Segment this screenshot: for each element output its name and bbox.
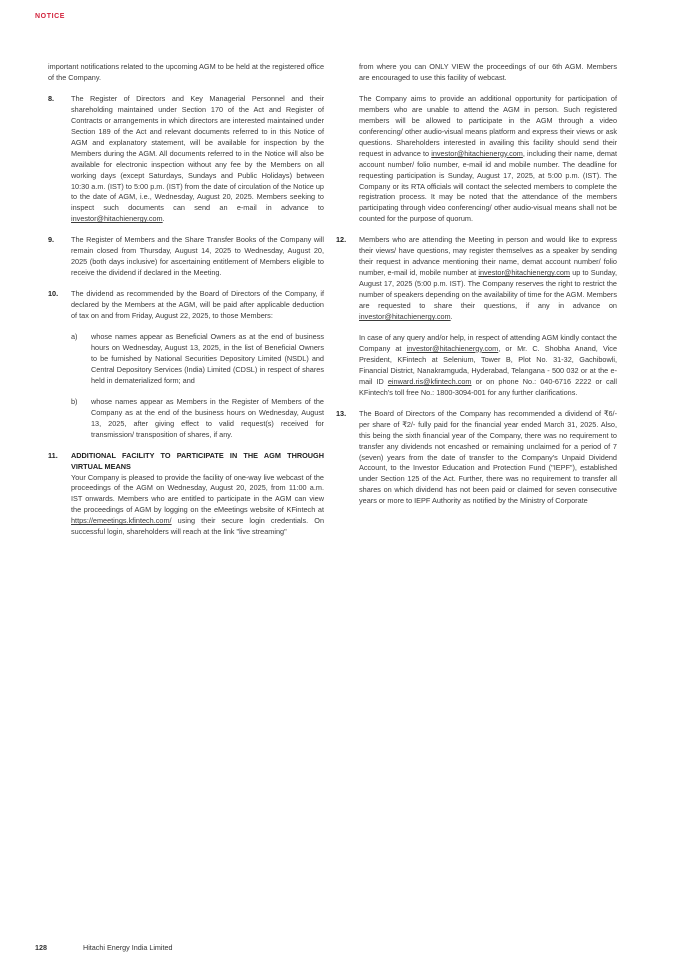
paragraph-text: , or Mr. C. Shobha Anand, Vice President, KFintech at Selenium, Tower B, Plot No. 31-32, Gachibowli, Financial District, Nanakramguda, Hyderabad, Telangana - 500 032 or at the e-mail ID: [359, 343, 618, 386]
item-12-text: [359, 235, 617, 323]
item-8-text: The Register of Directors and Key Managerial Personnel and their shareholding maintained under Section 170 of the Act and Register of Contracts or arrangements in which directors are interested maintained under Section 189 of the Act and relevant documents referred to in this Notice of AGM and explanatory statement, will be available for inspection by the Members during the AGM. All documents referred to in the Notice will also be available for electronic inspection without any fee by the Members on all working days (except Saturdays, Sundays and Public Holidays) between 10:30 a.m. (IST) to 5:00 p.m. (IST) from the date of circulation of the Notice up to the date of AGM, i.e., Wednesday, August 20, 2025. Members seeking to inspect such documents can send an e-mail in advance to: [71, 93, 324, 213]
investor-email-link[interactable]: investor@hitachienergy.com: [431, 148, 523, 158]
item-number: 10.: [48, 289, 59, 299]
section-header: NOTICE: [35, 13, 66, 20]
paragraph-text: In case of any query and/or help, in respect of attending AGM kindly contact the Company at: [359, 332, 617, 353]
left-column: [48, 62, 324, 548]
virtual-participation-paragraph: [359, 94, 617, 225]
item-number: 9.: [48, 235, 55, 245]
investor-email-link[interactable]: investor@hitachienergy.com: [71, 214, 163, 224]
item-10: [48, 289, 324, 440]
item-13-text: The Board of Directors of the Company has recommended a dividend of ₹6/- per share of ₹2/- fully paid for the financial year ended March 31, 2025. Also, this being the sixth financial year of the Company, there was no requirement to transfer any dividends not encashed or remaining unclaimed for a period of 7 (seven) years from the date of transfer to the Company's Unpaid Dividend Account, to the Investor Education and Protection Fund ("IEPF"), established under Section 125 of the Act. Further, there was no requirement to transfer all shares on which dividend has not been paid or claimed for seven consecutive years or more to IEPF Authority as notified by the Ministry of Corporate: [359, 408, 617, 506]
sub-item-a: [71, 332, 324, 387]
sub-item-b: [71, 397, 324, 441]
company-name: Hitachi Energy India Limited: [83, 943, 173, 952]
item-number: 11.: [48, 450, 58, 460]
continued-paragraph: important notifications related to the upcoming AGM to be held at the registered office of the Company.: [48, 62, 324, 82]
page-footer: [35, 943, 173, 952]
item-12-help-text: [359, 333, 617, 399]
item-number: 8.: [48, 93, 55, 103]
item-8: [48, 94, 324, 225]
item-11-heading: ADDITIONAL FACILITY TO PARTICIPATE IN THE AGM THROUGH VIRTUAL MEANS: [71, 450, 324, 471]
continued-paragraph: from where you can ONLY VIEW the proceedings of our 6th AGM. Members are encouraged to use this facility of webcast.: [359, 62, 617, 82]
item-number: 12.: [336, 235, 347, 245]
paragraph-text: Members who are attending the Meeting in person and would like to express their views/ have questions, may register themselves as a speaker by sending their request in advance mentioning their name, demat account number/ folio number, e-mail id, mobile number at: [359, 235, 617, 278]
paragraph-text: up to Sunday, August 17, 2025 (5:00 p.m. IST). The Company reserves the right to restrict the number of speakers depending on the availability of time for the AGM. Members are requested to share their questions, if any in advance on: [359, 268, 617, 311]
punctuation: .: [450, 312, 453, 322]
item-11-text-cont: using their secure login credentials. On successful login, shareholders will reach at the link "live streaming": [71, 516, 324, 537]
item-9: [48, 235, 324, 279]
investor-email-link[interactable]: investor@hitachienergy.com: [359, 312, 451, 322]
page-number: 128: [35, 943, 47, 952]
punctuation: .: [162, 214, 165, 224]
item-number: 13.: [336, 408, 347, 418]
paragraph-text: , including their name, demat account number/ folio number, e-mail id and mobile number. The deadline for requesting participation is Sunday, August 17, 2025, at 5:00 p.m. (IST). The Company or its RTA officials will contact the selected members to complete the registration process. It may be noted that the attendance of the members participating through video conferencing/ other audio-visual means shall not be counted for the purpose of quorum.: [359, 148, 617, 224]
kfintech-email-link[interactable]: einward.ris@kfintech.com: [387, 376, 472, 386]
item-11-text: Your Company is pleased to provide the facility of one-way live webcast of the proceedings of the AGM on Wednesday, August 20, 2025, from 11:00 a.m. IST onwards. Members who are entitled to participate in the AGM can view the proceedings of AGM by logging on the eMeetings website of KFintech at: [71, 472, 324, 515]
sub-item-label: a): [71, 332, 78, 342]
paragraph-text: or on phone No.: 040-6716 2222 or call KFintech's toll free No.: 1800-3094-001 for any further clarifications.: [359, 376, 618, 397]
item-12: [336, 235, 617, 398]
sub-item-label: b): [71, 396, 78, 406]
paragraph-text: The Company aims to provide an additional opportunity for participation of members who are unable to attend the AGM in person. Such registered members will be allowed to participate in the AGM through a video conferencing/ other audio-visual means platform and express their views or ask questions. Shareholders interested in availing this facility should send their request in advance to: [359, 93, 617, 158]
item-13: [336, 409, 617, 508]
sub-item-a-text: whose names appear as Beneficial Owners as at the end of business hours on Wednesday, August 13, 2025, in the list of Beneficial Owners to be furnished by National Securities Depository Limited (NSDL) and Central Depository Services (India) Limited (CDSL) in respect of shares held in dematerialized form; and: [91, 332, 324, 385]
right-column: [336, 62, 618, 517]
item-9-text: The Register of Members and the Share Transfer Books of the Company will remain closed from Thursday, August 14, 2025 to Wednesday, August 20, 2025 (both days inclusive) for ascertaining entitlement of Members eligible to receive the dividend if declared in the Meeting.: [71, 235, 324, 278]
sub-item-b-text: whose names appear as Members in the Register of Members of the Company as at the end of the business hours on Wednesday, August 13, 2025, after giving effect to valid request(s) received for transmission/ transposition of shares, if any.: [91, 396, 324, 439]
item-10-text: The dividend as recommended by the Board of Directors of the Company, if declared by the Members at the AGM, will be paid after applicable deduction of tax on and from Friday, August 22, 2025, to those Members:: [71, 289, 324, 321]
investor-email-link[interactable]: investor@hitachienergy.com: [478, 268, 570, 278]
item-11: [48, 451, 324, 539]
investor-email-link[interactable]: investor@hitachienergy.com: [406, 343, 499, 353]
emeetings-link[interactable]: https://emeetings.kfintech.com/: [71, 516, 172, 526]
